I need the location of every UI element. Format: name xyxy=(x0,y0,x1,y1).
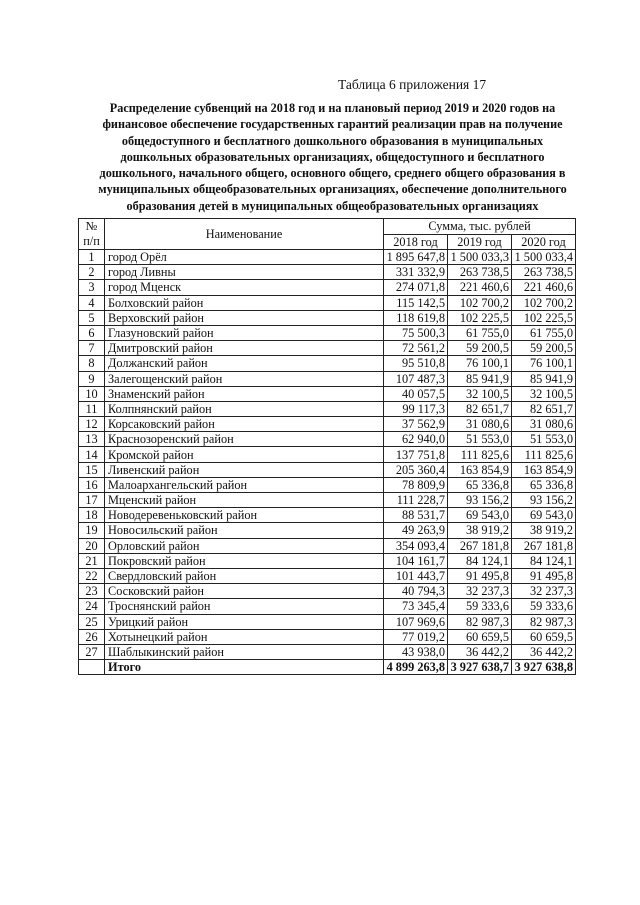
row-number: 8 xyxy=(79,356,105,371)
row-2020: 263 738,5 xyxy=(512,265,576,280)
table-row xyxy=(79,310,576,325)
row-2020: 267 181,8 xyxy=(512,538,576,553)
header-num-cell xyxy=(79,219,105,250)
header-sum: Сумма, тыс. рублей xyxy=(384,219,576,235)
row-2019: 31 080,6 xyxy=(448,417,512,432)
row-2018: 118 619,8 xyxy=(384,310,448,325)
row-number: 7 xyxy=(79,341,105,356)
row-name: город Ливны xyxy=(105,265,384,280)
row-name: Залегощенский район xyxy=(105,371,384,386)
row-2018: 1 895 647,8 xyxy=(384,250,448,265)
table-row xyxy=(79,356,576,371)
row-2020: 221 460,6 xyxy=(512,280,576,295)
row-2018: 99 117,3 xyxy=(384,401,448,416)
row-name: Шаблыкинский район xyxy=(105,644,384,659)
row-name: Болховский район xyxy=(105,295,384,310)
table-row xyxy=(79,568,576,583)
row-number: 15 xyxy=(79,462,105,477)
row-number: 14 xyxy=(79,447,105,462)
row-2018: 111 228,7 xyxy=(384,493,448,508)
table-row xyxy=(79,432,576,447)
row-name: Сосковский район xyxy=(105,584,384,599)
row-2018: 274 071,8 xyxy=(384,280,448,295)
row-number: 18 xyxy=(79,508,105,523)
table-row xyxy=(79,644,576,659)
row-2019: 76 100,1 xyxy=(448,356,512,371)
row-2020: 32 100,5 xyxy=(512,386,576,401)
row-number: 23 xyxy=(79,584,105,599)
table-row xyxy=(79,523,576,538)
row-2020: 93 156,2 xyxy=(512,493,576,508)
row-2020: 102 700,2 xyxy=(512,295,576,310)
row-2019: 32 237,3 xyxy=(448,584,512,599)
header-year-2019: 2019 год xyxy=(448,234,512,250)
table-row xyxy=(79,477,576,492)
row-2020: 1 500 033,4 xyxy=(512,250,576,265)
row-2018: 115 142,5 xyxy=(384,295,448,310)
row-2020: 82 651,7 xyxy=(512,401,576,416)
row-number: 19 xyxy=(79,523,105,538)
row-2019: 38 919,2 xyxy=(448,523,512,538)
row-2018: 107 969,6 xyxy=(384,614,448,629)
row-2018: 95 510,8 xyxy=(384,356,448,371)
header-num-line2: п/п xyxy=(83,234,100,248)
row-2019: 267 181,8 xyxy=(448,538,512,553)
row-2020: 111 825,6 xyxy=(512,447,576,462)
row-number: 21 xyxy=(79,553,105,568)
total-label: Итого xyxy=(105,660,384,675)
table-row xyxy=(79,629,576,644)
row-2020: 69 543,0 xyxy=(512,508,576,523)
row-number: 27 xyxy=(79,644,105,659)
table-row xyxy=(79,280,576,295)
title-line: финансовое обеспечение государственных гарантий реализации прав на получение xyxy=(102,117,563,132)
row-name: Малоархангельский район xyxy=(105,477,384,492)
row-2019: 59 333,6 xyxy=(448,599,512,614)
row-name: Корсаковский район xyxy=(105,417,384,432)
row-number: 1 xyxy=(79,250,105,265)
row-2019: 263 738,5 xyxy=(448,265,512,280)
row-2020: 36 442,2 xyxy=(512,644,576,659)
row-2018: 75 500,3 xyxy=(384,325,448,340)
row-name: Кромской район xyxy=(105,447,384,462)
row-2020: 51 553,0 xyxy=(512,432,576,447)
header-year-2018: 2018 год xyxy=(384,234,448,250)
row-2018: 107 487,3 xyxy=(384,371,448,386)
table-row xyxy=(79,508,576,523)
row-2018: 72 561,2 xyxy=(384,341,448,356)
row-2020: 38 919,2 xyxy=(512,523,576,538)
row-name: Дмитровский район xyxy=(105,341,384,356)
row-2020: 85 941,9 xyxy=(512,371,576,386)
row-2018: 137 751,8 xyxy=(384,447,448,462)
row-2020: 59 333,6 xyxy=(512,599,576,614)
table-row xyxy=(79,493,576,508)
document-title xyxy=(75,100,590,214)
row-2019: 85 941,9 xyxy=(448,371,512,386)
table-row xyxy=(79,386,576,401)
row-number: 6 xyxy=(79,325,105,340)
row-name: Троснянский район xyxy=(105,599,384,614)
row-name: Орловский район xyxy=(105,538,384,553)
row-2019: 65 336,8 xyxy=(448,477,512,492)
row-2019: 82 987,3 xyxy=(448,614,512,629)
row-name: Глазуновский район xyxy=(105,325,384,340)
row-number: 25 xyxy=(79,614,105,629)
table-row xyxy=(79,553,576,568)
table-row xyxy=(79,599,576,614)
row-2018: 49 263,9 xyxy=(384,523,448,538)
row-2018: 101 443,7 xyxy=(384,568,448,583)
row-name: Свердловский район xyxy=(105,568,384,583)
row-number: 5 xyxy=(79,310,105,325)
row-2020: 60 659,5 xyxy=(512,629,576,644)
row-name: Знаменский район xyxy=(105,386,384,401)
row-2019: 60 659,5 xyxy=(448,629,512,644)
row-2019: 111 825,6 xyxy=(448,447,512,462)
row-2019: 163 854,9 xyxy=(448,462,512,477)
row-name: Новосильский район xyxy=(105,523,384,538)
row-number: 10 xyxy=(79,386,105,401)
row-2019: 32 100,5 xyxy=(448,386,512,401)
title-line: Распределение субвенций на 2018 год и на плановый период 2019 и 2020 годов на xyxy=(109,101,556,115)
row-name: Ливенский район xyxy=(105,462,384,477)
row-2018: 62 940,0 xyxy=(384,432,448,447)
row-number: 3 xyxy=(79,280,105,295)
row-name: Новодеревеньковский район xyxy=(105,508,384,523)
row-2018: 73 345,4 xyxy=(384,599,448,614)
row-name: Должанский район xyxy=(105,356,384,371)
row-2020: 84 124,1 xyxy=(512,553,576,568)
total-2019: 3 927 638,7 xyxy=(448,660,512,675)
table-row xyxy=(79,447,576,462)
header-num-line1: № xyxy=(85,219,98,233)
title-line: дошкольных образовательных организациях, общедоступного и бесплатного xyxy=(120,149,545,164)
row-number: 9 xyxy=(79,371,105,386)
row-2020: 65 336,8 xyxy=(512,477,576,492)
row-2018: 78 809,9 xyxy=(384,477,448,492)
row-number: 22 xyxy=(79,568,105,583)
row-2019: 93 156,2 xyxy=(448,493,512,508)
row-2019: 82 651,7 xyxy=(448,401,512,416)
row-2018: 43 938,0 xyxy=(384,644,448,659)
table-row xyxy=(79,614,576,629)
row-number: 17 xyxy=(79,493,105,508)
appendix-label: Таблица 6 приложения 17 xyxy=(338,77,487,92)
row-2018: 354 093,4 xyxy=(384,538,448,553)
header-year-2020: 2020 год xyxy=(512,234,576,250)
row-name: Мценский район xyxy=(105,493,384,508)
table-header xyxy=(79,219,576,250)
row-2018: 40 057,5 xyxy=(384,386,448,401)
row-2019: 36 442,2 xyxy=(448,644,512,659)
row-number: 26 xyxy=(79,629,105,644)
row-number: 2 xyxy=(79,265,105,280)
row-name: Верховский район xyxy=(105,310,384,325)
row-2020: 82 987,3 xyxy=(512,614,576,629)
title-line: муниципальных общеобразовательных организациях, обеспечение дополнительного xyxy=(98,182,567,197)
row-number: 24 xyxy=(79,599,105,614)
row-2019: 91 495,8 xyxy=(448,568,512,583)
row-number: 16 xyxy=(79,477,105,492)
table-row xyxy=(79,462,576,477)
row-2019: 1 500 033,3 xyxy=(448,250,512,265)
header-name: Наименование xyxy=(105,219,384,250)
row-2019: 51 553,0 xyxy=(448,432,512,447)
row-2020: 91 495,8 xyxy=(512,568,576,583)
row-2019: 102 225,5 xyxy=(448,310,512,325)
row-2019: 69 543,0 xyxy=(448,508,512,523)
row-2018: 104 161,7 xyxy=(384,553,448,568)
table-row xyxy=(79,401,576,416)
subvention-table xyxy=(78,218,576,675)
row-number: 4 xyxy=(79,295,105,310)
row-name: Хотынецкий район xyxy=(105,629,384,644)
table-row xyxy=(79,265,576,280)
row-2020: 102 225,5 xyxy=(512,310,576,325)
table-row xyxy=(79,250,576,265)
row-2020: 32 237,3 xyxy=(512,584,576,599)
row-name: город Мценск xyxy=(105,280,384,295)
table-row xyxy=(79,341,576,356)
row-2020: 31 080,6 xyxy=(512,417,576,432)
table-row xyxy=(79,325,576,340)
table-body xyxy=(79,250,576,660)
total-num-cell xyxy=(79,660,105,675)
total-2020: 3 927 638,8 xyxy=(512,660,576,675)
row-number: 20 xyxy=(79,538,105,553)
table-row xyxy=(79,538,576,553)
title-line: образования детей в муниципальных общеобразовательных организациях xyxy=(126,198,539,213)
row-2018: 77 019,2 xyxy=(384,629,448,644)
row-name: Краснозоренский район xyxy=(105,432,384,447)
row-name: город Орёл xyxy=(105,250,384,265)
row-2019: 59 200,5 xyxy=(448,341,512,356)
row-2020: 59 200,5 xyxy=(512,341,576,356)
row-2018: 40 794,3 xyxy=(384,584,448,599)
title-line: дошкольного, начального общего, основного общего, среднего общего образования в xyxy=(99,166,566,181)
row-name: Покровский район xyxy=(105,553,384,568)
row-2018: 331 332,9 xyxy=(384,265,448,280)
row-2019: 221 460,6 xyxy=(448,280,512,295)
total-row xyxy=(79,660,576,675)
row-2020: 163 854,9 xyxy=(512,462,576,477)
row-number: 11 xyxy=(79,401,105,416)
total-2018: 4 899 263,8 xyxy=(384,660,448,675)
row-2018: 37 562,9 xyxy=(384,417,448,432)
row-2019: 102 700,2 xyxy=(448,295,512,310)
table-row xyxy=(79,371,576,386)
row-2019: 84 124,1 xyxy=(448,553,512,568)
row-number: 13 xyxy=(79,432,105,447)
table-row xyxy=(79,417,576,432)
row-number: 12 xyxy=(79,417,105,432)
table-row xyxy=(79,295,576,310)
row-2018: 205 360,4 xyxy=(384,462,448,477)
row-name: Колпнянский район xyxy=(105,401,384,416)
row-2020: 76 100,1 xyxy=(512,356,576,371)
row-2018: 88 531,7 xyxy=(384,508,448,523)
row-2020: 61 755,0 xyxy=(512,325,576,340)
title-line: общедоступного и бесплатного дошкольного образования в муниципальных xyxy=(121,133,544,148)
table-row xyxy=(79,584,576,599)
row-2019: 61 755,0 xyxy=(448,325,512,340)
row-name: Урицкий район xyxy=(105,614,384,629)
